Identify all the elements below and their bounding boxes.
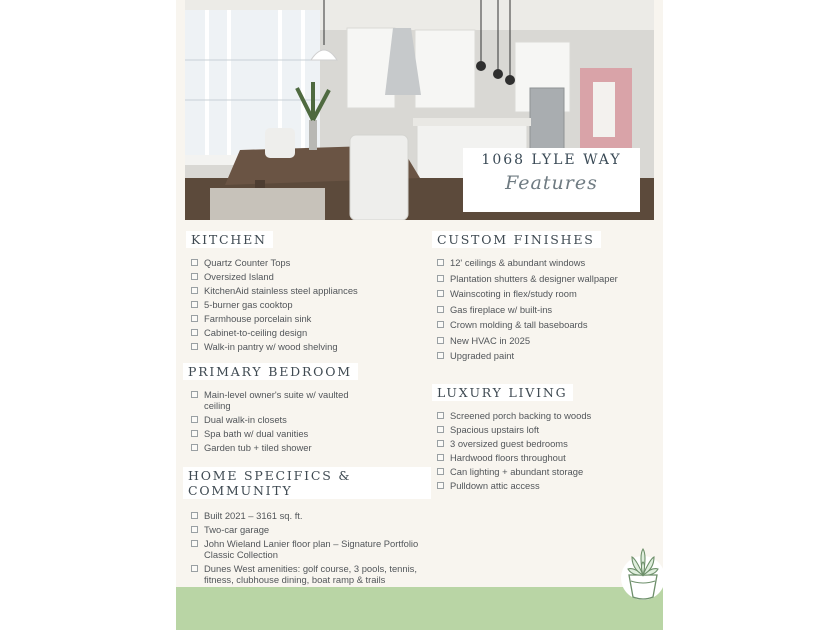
- checkbox-icon: [191, 565, 198, 572]
- custom-finishes-section: [432, 231, 652, 366]
- kitchen-heading: KITCHEN: [186, 231, 273, 248]
- list-item: Crown molding & tall baseboards: [437, 319, 652, 330]
- list-item: Plantation shutters & designer wallpaper: [437, 273, 652, 284]
- checkbox-icon: [437, 468, 444, 475]
- checkbox-icon: [191, 391, 198, 398]
- list-item: Dunes West amenities: golf course, 3 pools, tennis, fitness, clubhouse dining, boat ramp & trails: [191, 563, 431, 585]
- list-item: Upgraded paint: [437, 350, 652, 361]
- list-item: Quartz Counter Tops: [191, 257, 426, 268]
- list-item: Garden tub + tiled shower: [191, 442, 363, 453]
- kitchen-section: [186, 231, 426, 355]
- checkbox-icon: [191, 329, 198, 336]
- list-item: Walk-in pantry w/ wood shelving: [191, 341, 426, 352]
- list-item: Pulldown attic access: [437, 480, 652, 491]
- checkbox-icon: [437, 440, 444, 447]
- list-item: Can lighting + abundant storage: [437, 466, 652, 477]
- custom-finishes-list: [432, 257, 652, 361]
- checkbox-icon: [437, 259, 444, 266]
- list-item: Spacious upstairs loft: [437, 424, 652, 435]
- custom-finishes-heading: CUSTOM FINISHES: [432, 231, 601, 248]
- list-item: Spa bath w/ dual vanities: [191, 428, 363, 439]
- checkbox-icon: [437, 352, 444, 359]
- primary-bedroom-heading: PRIMARY BEDROOM: [183, 363, 358, 380]
- checkbox-icon: [437, 306, 444, 313]
- list-item: Screened porch backing to woods: [437, 410, 652, 421]
- list-item: 12' ceilings & abundant windows: [437, 257, 652, 268]
- list-item: Cabinet-to-ceiling design: [191, 327, 426, 338]
- succulent-pot-icon: [620, 545, 666, 601]
- home-specifics-heading: HOME SPECIFICS & COMMUNITY: [183, 467, 431, 499]
- checkbox-icon: [437, 290, 444, 297]
- checkbox-icon: [191, 444, 198, 451]
- checkbox-icon: [191, 512, 198, 519]
- list-item: 5-burner gas cooktop: [191, 299, 426, 310]
- list-item: Built 2021 – 3161 sq. ft.: [191, 510, 431, 521]
- checkbox-icon: [437, 337, 444, 344]
- checkbox-icon: [191, 526, 198, 533]
- checkbox-icon: [191, 301, 198, 308]
- list-item: Main-level owner's suite w/ vaulted ceiling: [191, 389, 363, 411]
- footer-green-bar: [176, 587, 663, 630]
- list-item: John Wieland Lanier floor plan – Signature Portfolio Classic Collection: [191, 538, 431, 560]
- checkbox-icon: [191, 259, 198, 266]
- primary-bedroom-section: [183, 363, 363, 456]
- checkbox-icon: [191, 416, 198, 423]
- checkbox-icon: [437, 482, 444, 489]
- list-item: Gas fireplace w/ built-ins: [437, 304, 652, 315]
- checkbox-icon: [191, 430, 198, 437]
- list-item: Hardwood floors throughout: [437, 452, 652, 463]
- checkbox-icon: [191, 273, 198, 280]
- primary-bedroom-list: [183, 389, 363, 453]
- kitchen-list: [186, 257, 426, 352]
- home-specifics-section: [183, 467, 431, 588]
- checkbox-icon: [437, 275, 444, 282]
- features-subtitle: Features: [505, 172, 598, 194]
- checkbox-icon: [191, 287, 198, 294]
- title-card: [463, 148, 640, 212]
- list-item: Farmhouse porcelain sink: [191, 313, 426, 324]
- list-item: Two-car garage: [191, 524, 431, 535]
- luxury-living-section: [432, 384, 652, 494]
- checkbox-icon: [437, 321, 444, 328]
- checkbox-icon: [437, 412, 444, 419]
- list-item: Oversized Island: [191, 271, 426, 282]
- property-address: 1068 LYLE WAY: [481, 152, 622, 168]
- checkbox-icon: [191, 540, 198, 547]
- checkbox-icon: [191, 315, 198, 322]
- checkbox-icon: [437, 454, 444, 461]
- list-item: Wainscoting in flex/study room: [437, 288, 652, 299]
- checkbox-icon: [437, 426, 444, 433]
- list-item: Dual walk-in closets: [191, 414, 363, 425]
- luxury-living-heading: LUXURY LIVING: [432, 384, 573, 401]
- list-item: New HVAC in 2025: [437, 335, 652, 346]
- home-specifics-list: [183, 510, 431, 585]
- list-item: KitchenAid stainless steel appliances: [191, 285, 426, 296]
- luxury-living-list: [432, 410, 652, 491]
- list-item: 3 oversized guest bedrooms: [437, 438, 652, 449]
- checkbox-icon: [191, 343, 198, 350]
